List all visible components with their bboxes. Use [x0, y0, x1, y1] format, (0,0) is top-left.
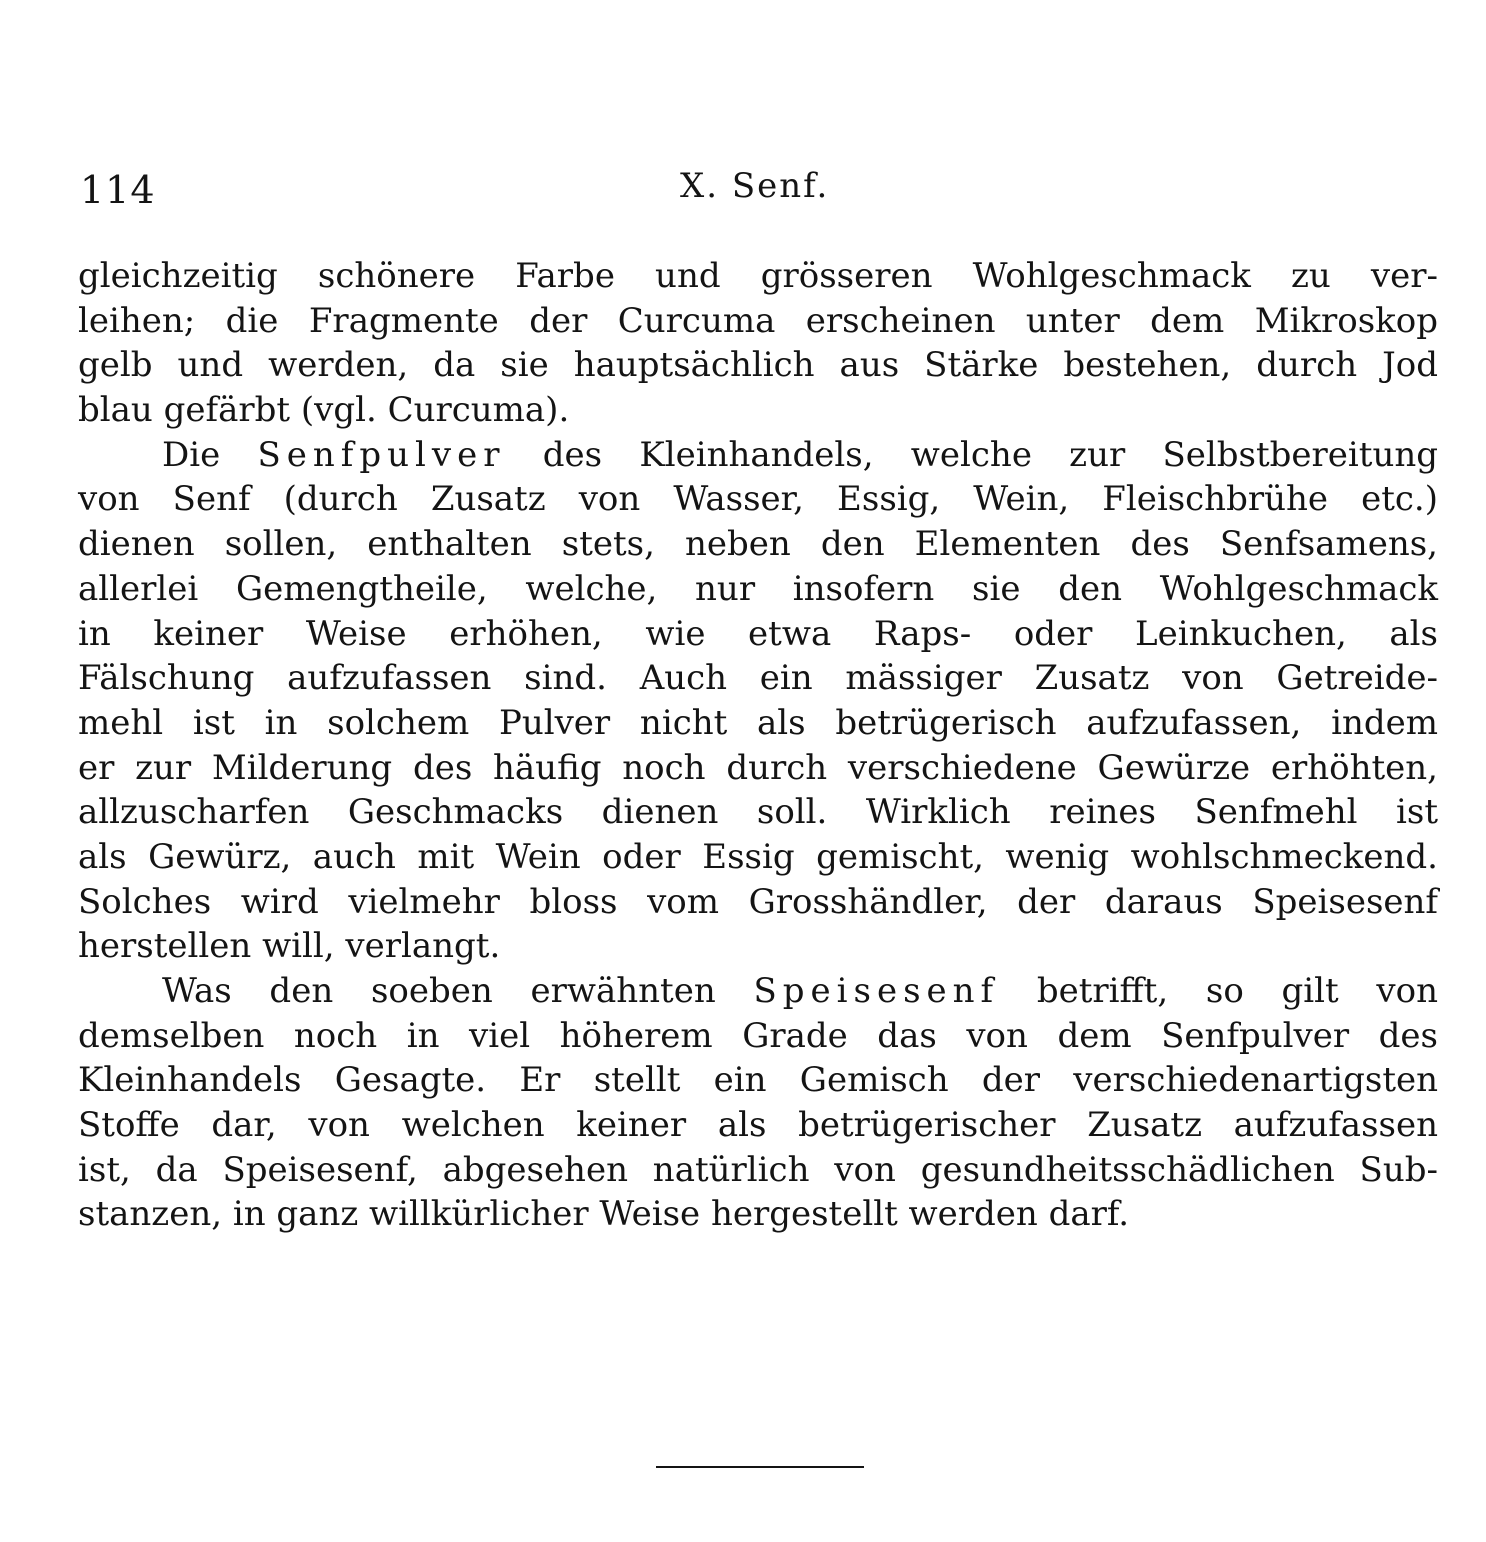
- emphasized-term: Speisesenf: [753, 971, 1000, 1011]
- paragraph-1: [78, 254, 1438, 433]
- text-line: gleichzeitig schönere Farbe und grösseren Wohlgeschmack zu ver-: [78, 256, 1438, 296]
- emphasized-term: Senfpulver: [257, 434, 506, 475]
- text-line: Kleinhandels Gesagte. Er stellt ein Gemisch der verschiedenartigsten: [78, 1060, 1438, 1101]
- text-line: [78, 969, 1438, 1014]
- text-line: er zur Milderung des häufig noch durch verschiedene Gewürze erhöhten,: [78, 747, 1438, 788]
- text-segment: des Kleinhandels, welche zur Selbstbereitung: [505, 434, 1438, 475]
- text-line: allerlei Gemengtheile, welche, nur insofern sie den Wohlgeschmack: [78, 568, 1438, 609]
- text-line: gelb und werden, da sie hauptsächlich aus Stärke bestehen, durch Jod: [78, 345, 1438, 386]
- body-text: [78, 254, 1438, 1237]
- text-line: dienen sollen, enthalten stets, neben den Elementen des Senfsamens,: [78, 524, 1438, 565]
- text-line: leihen; die Fragmente der Curcuma erscheinen unter dem Mikroskop: [78, 300, 1438, 341]
- text-line: als Gewürz, auch mit Wein oder Essig gemischt, wenig wohlschmeckend.: [78, 836, 1438, 877]
- text-line: mehl ist in solchem Pulver nicht als betrügerisch aufzufassen, indem: [78, 702, 1438, 743]
- text-line: allzuscharfen Geschmacks dienen soll. Wirklich reines Senfmehl ist: [78, 792, 1438, 833]
- text-line: Stoffe dar, von welchen keiner als betrügerischer Zusatz aufzufassen: [78, 1105, 1438, 1146]
- text-line: in keiner Weise erhöhen, wie etwa Raps- oder Leinkuchen, als: [78, 613, 1438, 654]
- text-line: Solches wird vielmehr bloss vom Grosshändler, der daraus Speisesenf: [78, 881, 1438, 922]
- text-segment: Was den soeben erwähnten: [162, 971, 754, 1011]
- text-line: herstellen will, verlangt.: [78, 926, 501, 967]
- text-line: von Senf (durch Zusatz von Wasser, Essig, Wein, Fleischbrühe etc.): [78, 479, 1438, 520]
- paragraph-2: [78, 433, 1438, 969]
- text-line: demselben noch in viel höherem Grade das von dem Senfpulver des: [78, 1015, 1438, 1056]
- footer-rule: [656, 1466, 864, 1468]
- text-line: [78, 433, 1438, 478]
- page-number: 114: [80, 168, 156, 212]
- text-line: Fälschung aufzufassen sind. Auch ein mässiger Zusatz von Getreide-: [78, 658, 1438, 699]
- text-line: stanzen, in ganz willkürlicher Weise hergestellt werden darf.: [78, 1194, 1130, 1235]
- text-line: blau gefärbt (vgl. Curcuma).: [78, 390, 570, 431]
- paragraph-3: [78, 969, 1438, 1237]
- text-segment: betrifft, so gilt von: [999, 971, 1438, 1011]
- text-segment: Die: [162, 434, 258, 475]
- running-head: X. Senf.: [680, 166, 830, 206]
- text-line: ist, da Speisesenf, abgesehen natürlich von gesundheitsschädlichen Sub-: [78, 1149, 1438, 1190]
